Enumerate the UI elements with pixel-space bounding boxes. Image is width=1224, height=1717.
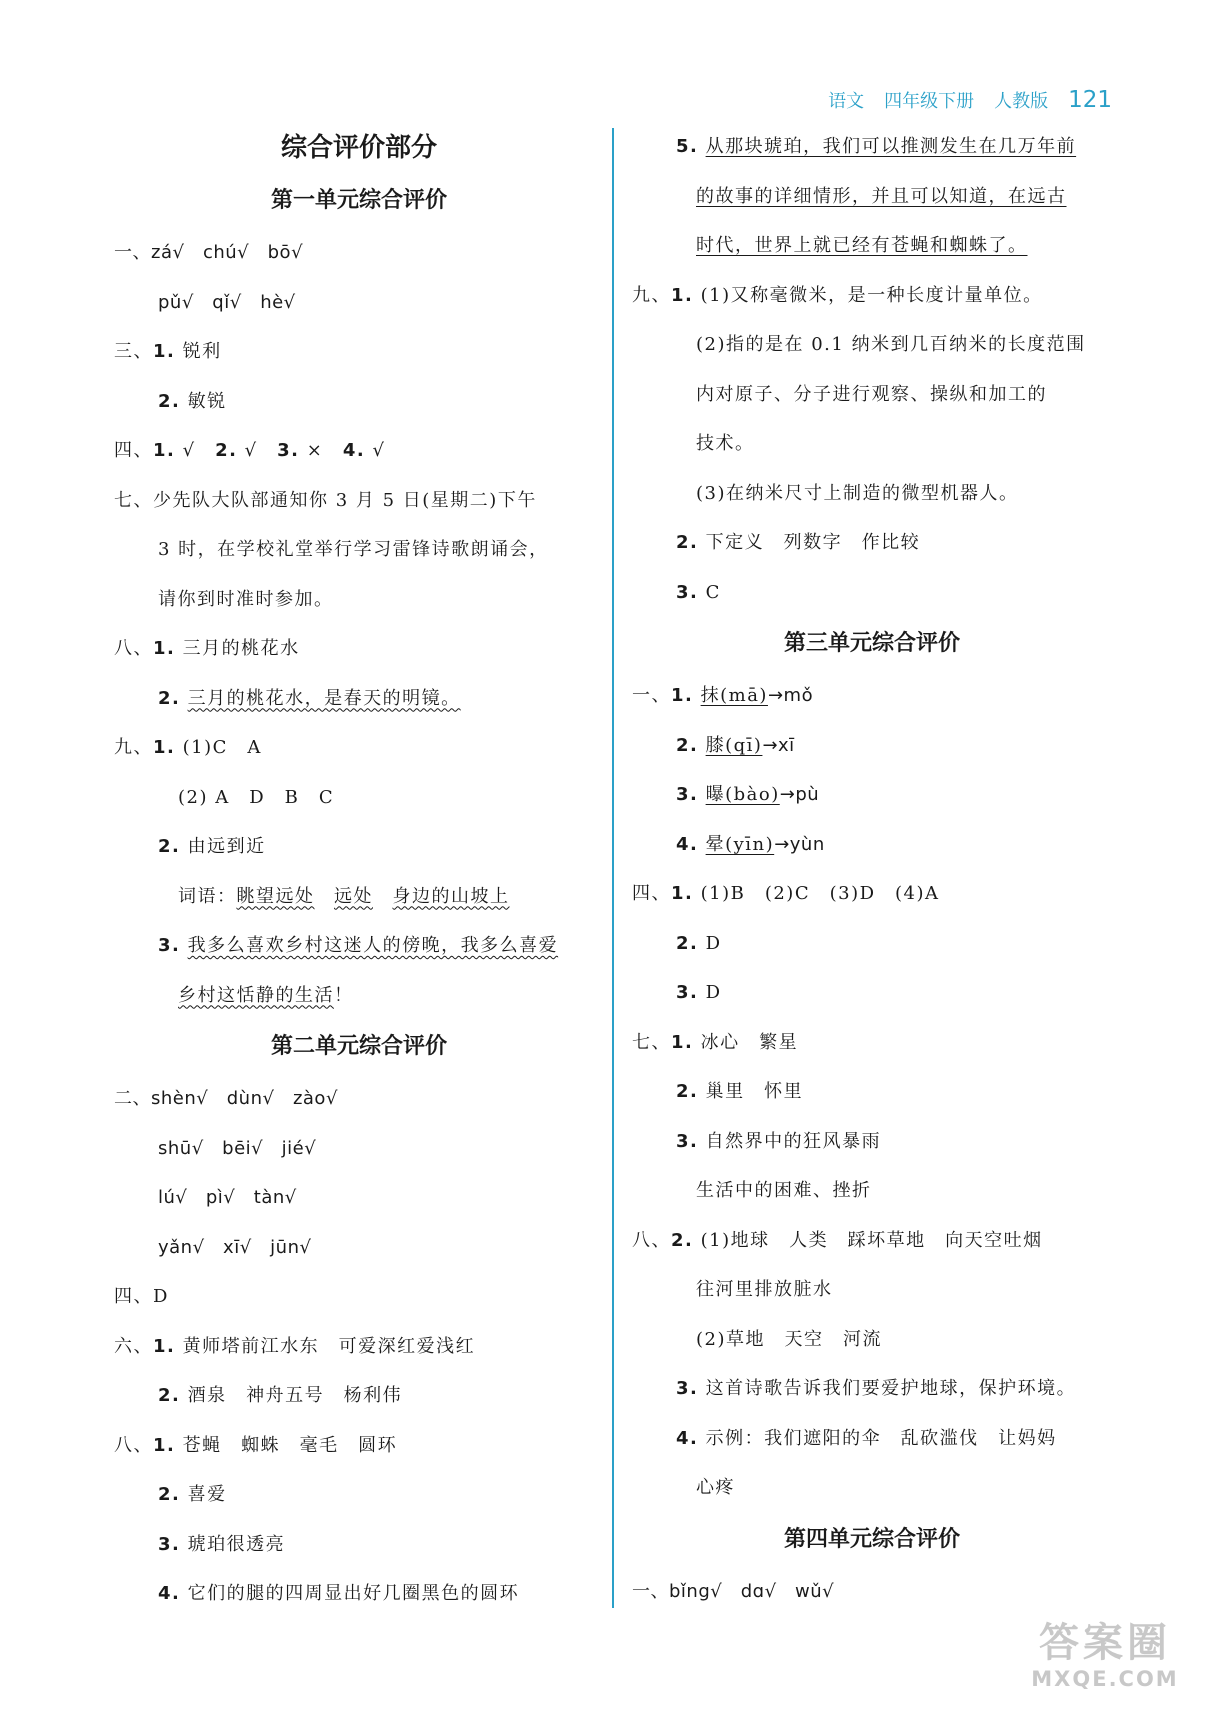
header-edition: 人教版	[994, 91, 1049, 112]
answer-line: 往河里排放脏水	[696, 1279, 833, 1300]
answer-line: 四、1. √ 2. √ 3. × 4. √	[114, 440, 386, 461]
answer-line: 九、1. (1)又称毫微米，是一种长度计量单位。	[632, 284, 1043, 306]
unit2-title: 第二单元综合评价	[270, 1034, 447, 1059]
right-column	[632, 122, 1112, 1616]
left-column	[114, 122, 604, 1619]
answer-line: 4. 它们的腿的四周显出好几圈黑色的圆环	[158, 1583, 520, 1604]
page-number: 121	[1068, 87, 1112, 113]
unit4-title: 第四单元综合评价	[783, 1526, 960, 1552]
answer-line: 2. 喜爱	[158, 1484, 227, 1505]
answer-line: 2. 敏锐	[158, 390, 227, 412]
answer-line: 3 时，在学校礼堂举行学习雷锋诗歌朗诵会，	[158, 539, 549, 560]
answer-line: 2. 三月的桃花水，是春天的明镜。	[158, 687, 461, 709]
answer-line: 三、1. 锐利	[114, 341, 222, 362]
answer-line: 2. 膝(qī)→xī	[676, 734, 795, 756]
unit3-title: 第三单元综合评价	[783, 631, 960, 656]
answer-line: yǎn√ xī√ jūn√	[158, 1236, 312, 1258]
answer-line: 技术。	[696, 433, 755, 454]
answer-line: 4. 晕(yīn)→yùn	[676, 833, 825, 855]
answer-line: 二、shèn√ dùn√ zào√	[114, 1088, 338, 1109]
main-title: 综合评价部分	[280, 133, 437, 163]
answer-line: (3)在纳米尺寸上制造的微型机器人。	[696, 482, 1019, 504]
answer-line: 3. 我多么喜欢乡村这迷人的傍晚，我多么喜爱	[158, 935, 559, 956]
answer-line: 九、1. (1)C A	[114, 737, 262, 758]
answer-line: 5. 从那块琥珀，我们可以推测发生在几万年前	[676, 136, 1077, 157]
answer-line: 3. 曝(bào)→pù	[676, 784, 820, 805]
answer-line: 内对原子、分子进行观察、操纵和加工的	[696, 383, 1047, 405]
unit1-title: 第一单元综合评价	[270, 188, 447, 213]
answer-line: 八、1. 三月的桃花水	[114, 638, 300, 659]
answer-line: (2)草地 天空 河流	[696, 1328, 882, 1350]
answer-line: 八、2. (1)地球 人类 踩坏草地 向天空吐烟	[632, 1229, 1043, 1251]
header-grade: 四年级下册	[884, 91, 975, 112]
answer-line: 请你到时准时参加。	[158, 588, 334, 610]
answer-line: lú√ pì√ tàn√	[158, 1187, 297, 1208]
header-subject: 语文	[828, 91, 865, 112]
answer-line: 3. C	[676, 581, 721, 603]
answer-line: 四、1. (1)B (2)C (3)D (4)A	[632, 883, 940, 904]
answer-line: 七、1. 冰心 繁星	[632, 1031, 799, 1053]
answer-line: 八、1. 苍蝇 蜘蛛 毫毛 圆环	[114, 1434, 398, 1456]
answer-line: 2. D	[676, 932, 722, 954]
answer-line: 4. 示例：我们遮阳的伞 乱砍滥伐 让妈妈	[676, 1427, 1057, 1449]
answer-line: pǔ√ qǐ√ hè√	[158, 291, 296, 313]
page-header	[828, 74, 1112, 114]
answer-line: 生活中的困难、挫折	[696, 1180, 872, 1201]
answer-line: 的故事的详细情形，并且可以知道，在远古	[696, 185, 1067, 207]
answer-line: 2. 酒泉 神舟五号 杨利伟	[158, 1385, 403, 1406]
answer-line: 一、zá√ chú√ bō√	[114, 242, 304, 263]
answer-line: 心疼	[696, 1477, 735, 1498]
answer-line: 2. 下定义 列数字 作比较	[676, 532, 921, 553]
answer-line: 四、D	[114, 1286, 169, 1307]
answer-line: 六、1. 黄师塔前江水东 可爱深红爱浅红	[114, 1335, 476, 1357]
answer-line: 3. D	[676, 982, 722, 1003]
answer-line: 2. 由远到近	[158, 836, 266, 857]
answer-line: shū√ bēi√ jié√	[158, 1137, 317, 1159]
answer-line: 乡村这恬静的生活！	[178, 984, 354, 1006]
column-divider	[612, 128, 614, 1608]
answer-line: 时代，世界上就已经有苍蝇和蜘蛛了。	[696, 235, 1028, 256]
answer-line: 一、bǐng√ dɑ√ wǔ√	[632, 1580, 835, 1602]
answer-line: 词语：眺望远处 远处 身边的山坡上	[178, 885, 510, 907]
answer-line: 2. 巢里 怀里	[676, 1081, 804, 1102]
answer-line: 3. 这首诗歌告诉我们要爱护地球，保护环境。	[676, 1378, 1077, 1399]
answer-line: 一、1. 抹(mā)→mǒ	[632, 685, 814, 706]
answer-line: 3. 自然界中的狂风暴雨	[676, 1130, 882, 1152]
answer-line: (2)指的是在 0.1 纳米到几百纳米的长度范围	[696, 334, 1086, 355]
answer-line: 七、少先队大队部通知你 3 月 5 日(星期二)下午	[114, 489, 537, 511]
watermark-logo: 答案圈 MXQE.COM	[1031, 1620, 1179, 1691]
answer-line: (2) A D B C	[178, 786, 335, 808]
answer-line: 3. 琥珀很透亮	[158, 1533, 286, 1555]
